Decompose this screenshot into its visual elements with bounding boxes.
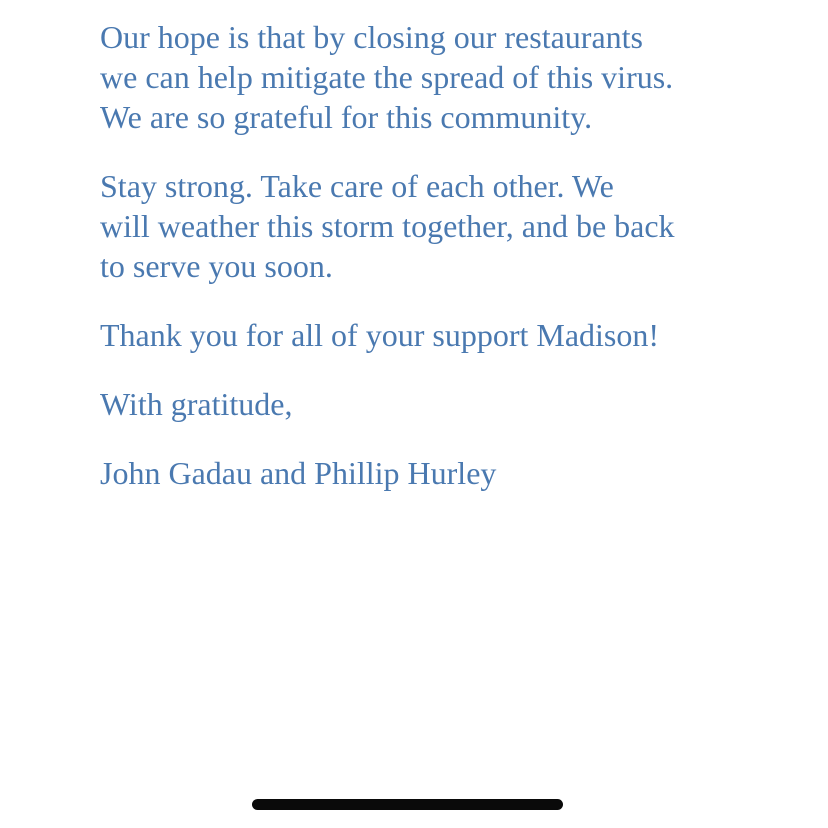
text-line: Thank you for all of your support Madison! xyxy=(100,317,660,353)
text-line: Our hope is that by closing our restaurants xyxy=(100,19,643,55)
home-indicator-bar[interactable] xyxy=(252,799,563,810)
text-line: Stay strong. Take care of each other. We xyxy=(100,168,614,204)
paragraph-stay-strong xyxy=(100,166,740,286)
text-line: John Gadau and Phillip Hurley xyxy=(100,455,497,491)
text-line: With gratitude, xyxy=(100,386,293,422)
text-line: to serve you soon. xyxy=(100,248,333,284)
closing-line xyxy=(100,384,740,424)
letter-body xyxy=(100,17,740,522)
text-line: will weather this storm together, and be back xyxy=(100,208,675,244)
text-line: we can help mitigate the spread of this virus. xyxy=(100,59,674,95)
paragraph-closing-notice xyxy=(100,17,740,137)
text-line: We are so grateful for this community. xyxy=(100,99,593,135)
paragraph-thank-you xyxy=(100,315,740,355)
signature xyxy=(100,453,740,493)
